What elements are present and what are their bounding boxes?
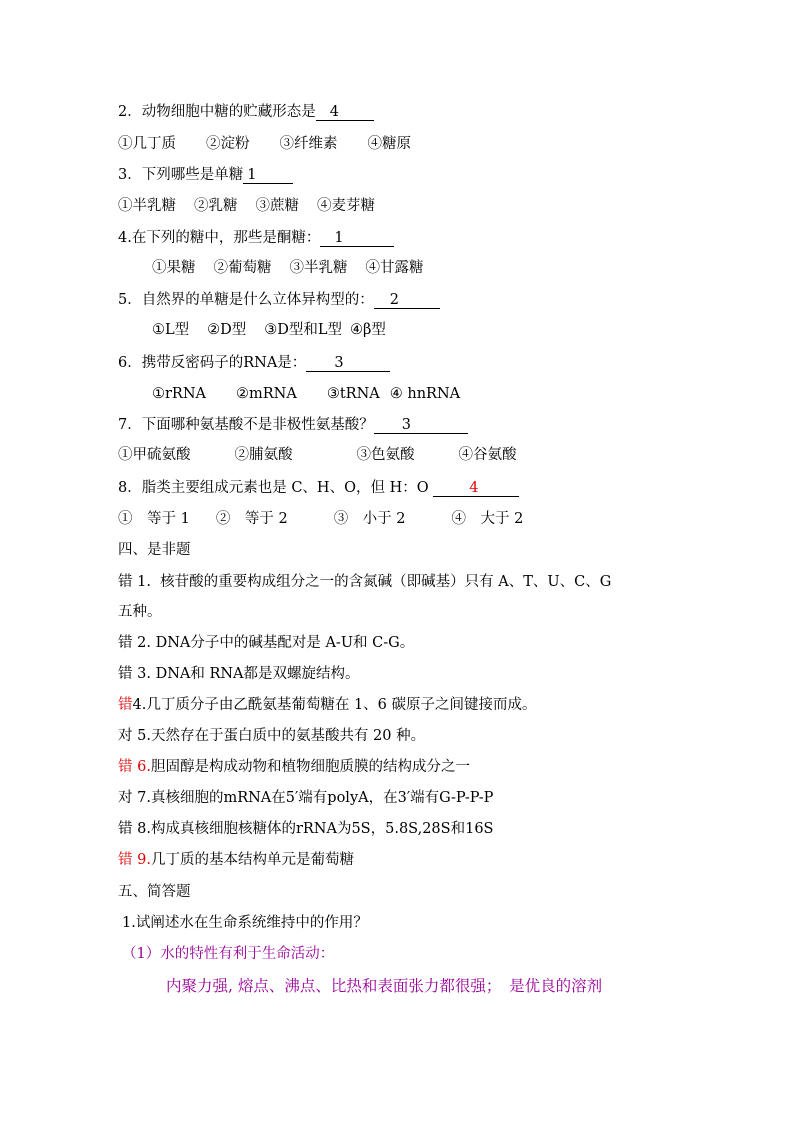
tf-item-1: 错 1. 核苷酸的重要构成组分之一的含氮碱（即碱基）只有 A、T、U、C、G: [118, 574, 612, 590]
answer-blank: 1: [320, 231, 394, 247]
answer-blank: 3: [374, 418, 468, 434]
question-8: 8．脂类主要组成元素也是 C、H、O，但 H：O 4: [118, 478, 519, 498]
options-8: ① 等于 1 ② 等于 2 ③ 小于 2 ④ 大于 2: [118, 511, 524, 527]
answer-blank: 2: [374, 293, 440, 309]
question-4: 4.在下列的糖中，那些是酮糖： 1: [118, 228, 394, 248]
options-7: ①甲硫氨酸 ②脯氨酸 ③色氨酸 ④谷氨酸: [118, 447, 517, 463]
tf-item-6: 错 6.胆固醇是构成动物和植物细胞质膜的结构成分之一: [118, 759, 470, 775]
question-6: 6．携带反密码子的RNA是： 3: [118, 353, 390, 373]
tf-item-5: 对 5.天然存在于蛋白质中的氨基酸共有 20 种。: [118, 728, 426, 744]
options-4: ①果糖 ②葡萄糖 ③半乳糖 ④甘露糖: [152, 260, 424, 276]
question-5: 5．自然界的单糖是什么立体异构型的： 2: [118, 290, 440, 310]
answer-detail: 内聚力强, 熔点、沸点、比热和表面张力都很强； 是优良的溶剂: [166, 977, 603, 995]
tf-item-8: 错 8.构成真核细胞核糖体的rRNA为5S，5.8S,28S和16S: [118, 821, 494, 837]
mark-red: 错: [118, 852, 133, 868]
answer-blank: 1: [243, 168, 293, 184]
section-4-title: 四、是非题: [118, 542, 191, 558]
question-7: 7．下面哪种氨基酸不是非极性氨基酸？ 3: [118, 415, 468, 435]
tf-item-7: 对 7.真核细胞的mRNA在5′端有polyA，在3′端有G-P-P-P: [118, 790, 494, 806]
answer-blank: 4: [433, 481, 519, 497]
options-5: ①L型 ②D型 ③D型和L型 ④β型: [152, 322, 386, 338]
tf-item-4: 错4.几丁质分子由乙酰氨基葡萄糖在 1、6 碳原子之间键接而成。: [118, 697, 537, 713]
tf-item-1-cont: 五种。: [118, 604, 162, 620]
tf-item-3: 错 3. DNA和 RNA都是双螺旋结构。: [118, 666, 360, 682]
answer-blank: 3: [306, 356, 390, 372]
question-2: 2．动物细胞中糖的贮藏形态是 4: [118, 102, 374, 122]
question-3: 3．下列哪些是单糖 1: [118, 165, 293, 185]
mark-red: 错: [118, 697, 133, 713]
tf-item-9: 错 9.几丁质的基本结构单元是葡萄糖: [118, 852, 354, 868]
answer-blank: 4: [316, 105, 374, 121]
mark-red: 错: [118, 759, 133, 775]
section-5-title: 五、简答题: [118, 884, 191, 900]
short-answer-q1: 1.试阐述水在生命系统维持中的作用？: [122, 915, 368, 931]
options-3: ①半乳糖 ②乳糖 ③蔗糖 ④麦芽糖: [118, 198, 375, 214]
options-6: ①rRNA ②mRNA ③tRNA ④ hnRNA: [152, 386, 461, 402]
answer-heading: （1）水的特性有利于生命活动：: [122, 946, 335, 962]
options-2: ①几丁质 ②淀粉 ③纤维素 ④糖原: [118, 136, 411, 152]
tf-item-2: 错 2. DNA分子中的碱基配对是 A-U和 C-G。: [118, 635, 415, 651]
